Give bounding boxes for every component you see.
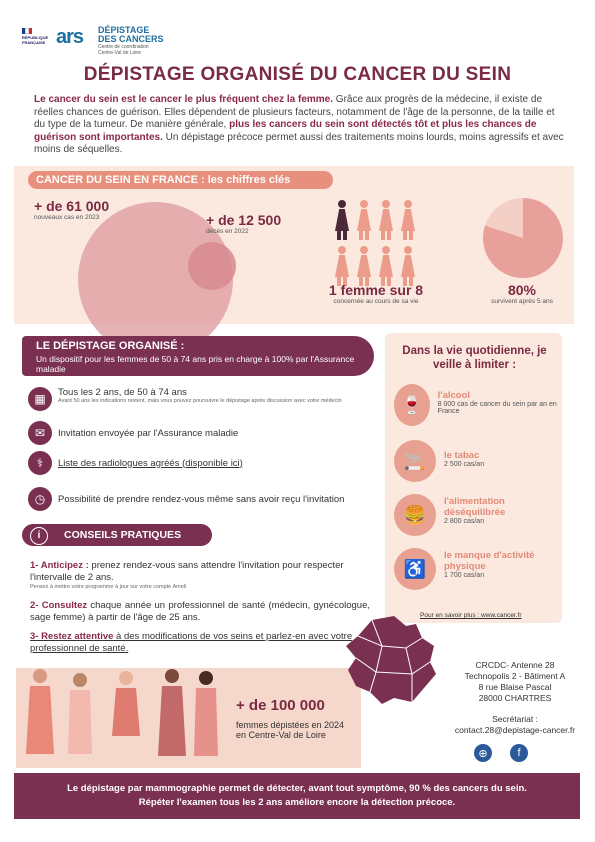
conseil-1: 1- Anticipez : prenez rendez-vous sans attendre l'invitation pour respecter l'intervalle de 2 ans. Pensez à mettre votre programme à jour sur votre compte Ameli <box>30 560 344 590</box>
republique-francaise-logo: RÉPUBLIQUE FRANÇAISE <box>22 28 52 45</box>
calendar-icon: ▦ <box>28 387 52 411</box>
woman-icon <box>354 200 374 240</box>
envelope-icon: ✉ <box>28 421 52 445</box>
stats-band-title: CANCER DU SEIN EN FRANCE : les chiffres clés <box>28 171 333 189</box>
footer-banner: Le dépistage par mammographie permet de détecter, avant tout symptôme, 90 % des cancers du sein. Répéter l'examen tous les 2 ans améliore encore la détection précoce. <box>14 773 580 819</box>
intro-paragraph: Le cancer du sein est le cancer le plus fréquent chez la femme. Grâce aux progrès de la médecine, il existe de réelles chances de guérison. Elles dépendent de plusieurs facteurs, notamment de l'âge de la personne, de la taille et du type de la tumeur. De manière générale, plus les cancers du sein sont détectés tôt et plus les chances de guérison sont importantes. Un dépistage précoce permet aussi des traitements moins lourds, moins agressifs et avec moins de séquelles. <box>34 94 564 155</box>
cigarette-icon: 🚬 <box>394 440 436 482</box>
women-illustration <box>22 664 222 764</box>
page-title: DÉPISTAGE ORGANISÉ DU CANCER DU SEIN <box>83 64 512 85</box>
depistage-logo: DÉPISTAGE DES CANCERS Centre de coordination Centre-Val de Loire <box>98 25 164 56</box>
woman-icon-highlighted <box>332 200 352 240</box>
risk-tobacco: 🚬 le tabac 2 500 cas/an <box>394 440 559 482</box>
woman-icon <box>332 246 352 286</box>
woman-icon <box>398 200 418 240</box>
woman-icon <box>376 200 396 240</box>
org-item-radiologists <box>28 451 378 475</box>
centre-val-de-loire-map <box>342 616 438 704</box>
risk-inactivity: ♿ le manque d'activité physique 1 700 cas/an <box>394 548 559 590</box>
woman-icon <box>398 246 418 286</box>
survival-pie <box>483 198 563 278</box>
stat-survival: 80% survivent après 5 ans <box>491 282 553 305</box>
stat-new-cases: + de 61 000 nouveaux cas en 2023 <box>34 198 110 221</box>
wine-glass-icon: 🍷 <box>394 384 430 426</box>
woman-icon <box>376 246 396 286</box>
stat-one-in-eight: 1 femme sur 8 concernée au cours de sa vie <box>328 282 424 305</box>
contact-address: CRCDC- Antenne 28 Technopolis 2 - Bâtiment A 8 rue Blaise Pascal 28000 CHARTRES Secrétariat : contact.28@depistage-cancer.fr <box>454 660 576 735</box>
woman-icon <box>354 246 374 286</box>
contact-email-link[interactable]: contact.28@depistage-cancer.fr <box>454 725 576 735</box>
conseil-3: 3- Restez attentive à des modifications de vos seins et parlez-en avec votre professionnel de santé. <box>30 631 353 654</box>
fast-food-icon: 🍔 <box>394 494 436 536</box>
website-icon[interactable]: ⊕ <box>474 744 492 762</box>
organised-screening-title: LE DÉPISTAGE ORGANISÉ : <box>36 340 185 352</box>
organised-screening-subtitle: Un dispositif pour les femmes de 50 à 74 ans pris en charge à 100% par l'Assurance maladie <box>36 354 355 374</box>
risk-diet: 🍔 l'alimentation déséquilibrée 2 800 cas/an <box>394 494 559 536</box>
info-icon: i <box>30 527 48 545</box>
facebook-icon[interactable]: f <box>510 744 528 762</box>
conseils-band: CONSEILS PRATIQUES <box>22 524 212 546</box>
daily-life-title: Dans la vie quotidienne, je veille à limiter : <box>402 345 547 371</box>
org-item-invitation: ✉ Invitation envoyée par l'Assurance maladie <box>28 421 378 445</box>
risk-alcohol: 🍷 l'alcool 8 000 cas de cancer du sein par an en France <box>394 384 559 426</box>
cancer-fr-link[interactable]: Pour en savoir plus : www.cancer.fr <box>420 612 522 619</box>
stethoscope-icon: ⚕ <box>28 451 52 475</box>
stat-deaths: + de 12 500 décès en 2022 <box>206 212 282 235</box>
radiologists-link[interactable]: Liste des radiologues agréés (disponible ici) <box>58 457 243 469</box>
stats-circle-small <box>188 242 236 290</box>
ars-logo: ars <box>56 26 84 48</box>
conseil-2: 2- Consultez chaque année un professionnel de santé (médecin, gynécologue, sage femme) à partir de l'âge de 25 ans. <box>30 600 371 623</box>
org-item-frequency: ▦ Tous les 2 ans, de 50 à 74 ans Avant 50 ans les indications restent, mais vous pouvez poursuivre le dépistage après discussion avec votre médecin <box>28 387 378 411</box>
women-figures <box>332 200 422 286</box>
stat-screened: + de 100 000 femmes dépistées en 2024 en Centre-Val de Loire <box>236 697 345 740</box>
org-item-appointment: ◷ Possibilité de prendre rendez-vous même sans avoir reçu l'invitation <box>28 487 348 511</box>
sedentary-icon: ♿ <box>394 548 436 590</box>
clock-icon: ◷ <box>28 487 52 511</box>
